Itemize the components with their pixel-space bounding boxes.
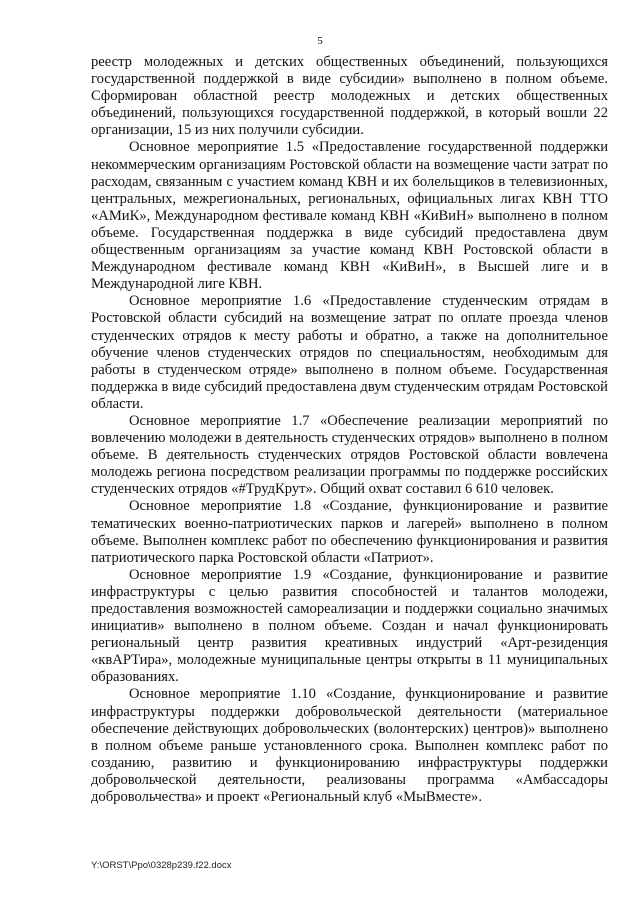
paragraph-measure-1-6: Основное мероприятие 1.6 «Предоставление студенческим отрядам в Ростовской области субсидий на возмещение затрат по оплате проезда членов студенческих отрядов к месту работы и обратно, а также на дополнительное обучение членов студенческих отрядов по специальностям, необходимым для работы в студенческом отряде» выполнено в полном объеме. Государственная поддержка в виде субсидий предоставлена двум студенческим отрядам Ростовской области.	[91, 293, 608, 412]
document-body	[91, 54, 608, 806]
paragraph-measure-1-9: Основное мероприятие 1.9 «Создание, функционирование и развитие инфраструктуры с целью развития способностей и талантов молодежи, предоставления возможностей самореализации и поддержки социально значимых инициатив» выполнено в полном объеме. Создан и начал функционировать региональный центр развития креативных индустрий «Арт-резиденция «квАРТира», молодежные муниципальные центры открыты в 11 муниципальных образованиях.	[91, 566, 608, 686]
paragraph-measure-1-10: Основное мероприятие 1.10 «Создание, функционирование и развитие инфраструктуры поддержки добровольческой деятельности (материальное обеспечение действующих добровольческих (волонтерских) центров)» выполнено в полном объеме раньше установленного срока. Выполнен комплекс работ по созданию, развитию и функционированию инфраструктуры поддержки добровольческой деятельности, реализованы программа «Амбассадоры добровольчества» и проект «Региональный клуб «МыВместе».	[91, 686, 608, 806]
paragraph-measure-1-8: Основное мероприятие 1.8 «Создание, функционирование и развитие тематических военно-патриотических парков и лагерей» выполнено в полном объеме. Выполнен комплекс работ по обеспечению функционирования и развития патриотического парка Ростовской области «Патриот».	[91, 498, 608, 566]
file-path-footer: Y:\ORST\Ppo\0328p239.f22.docx	[91, 860, 232, 871]
paragraph-registry-continuation: реестр молодежных и детских общественных объединений, пользующихся государственной поддержкой в виде субсидии» выполнено в полном объеме. Сформирован областной реестр молодежных и детских общественных объединений, пользующихся государственной поддержкой, в который вошли 22 организации, 15 из них получили субсидии.	[91, 54, 608, 139]
paragraph-measure-1-7: Основное мероприятие 1.7 «Обеспечение реализации мероприятий по вовлечению молодежи в деятельность студенческих отрядов» выполнено в полном объеме. В деятельность студенческих отрядов Ростовской области вовлечена молодежь региона посредством реализации программы по поддержке российских студенческих отрядов «#ТрудКрут». Общий охват составил 6 610 человек.	[91, 412, 608, 498]
page-number: 5	[317, 35, 323, 47]
paragraph-measure-1-5: Основное мероприятие 1.5 «Предоставление государственной поддержки некоммерческим организациям Ростовской области на возмещение части затрат по расходам, связанным с участием команд КВН и их болельщиков в телевизионных, центральных, межрегиональных, региональных, официальных лигах КВН ТТО «АМиК», Международном фестивале команд КВН «КиВиН» выполнено в полном объеме. Государственная поддержка в виде субсидий предоставлена двум общественным организациям за участие команд КВН Ростовской области в Международном фестивале команд КВН «КиВиН», в Высшей лиге и в Международной лиге КВН.	[91, 139, 608, 293]
